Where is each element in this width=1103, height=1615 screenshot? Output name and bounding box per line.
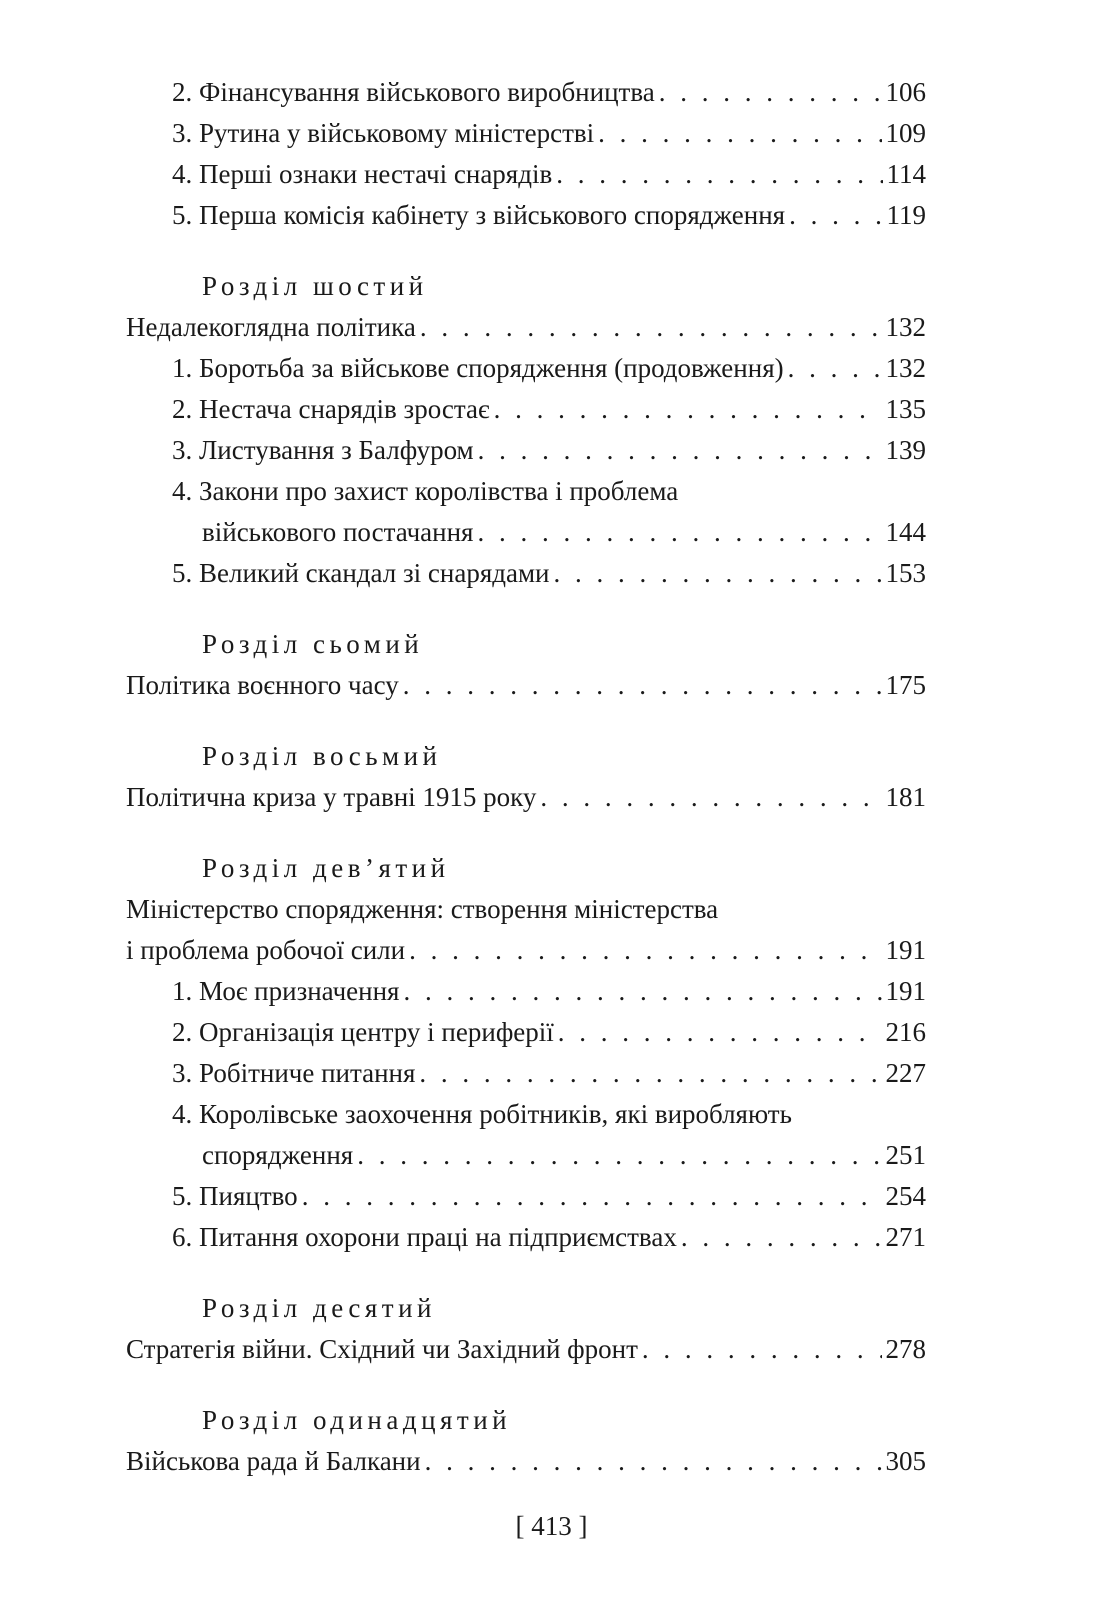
toc-entry-page: 181 — [885, 782, 926, 812]
toc-leader-dots — [419, 1053, 881, 1094]
chapter-label: Розділ десятий — [202, 1293, 436, 1323]
toc-entry-title: 1. Моє призначення — [172, 976, 400, 1006]
toc-entry-page: 175 — [885, 670, 926, 700]
toc-entry-page: 132 — [885, 353, 926, 383]
toc-leader-dots — [659, 72, 882, 113]
toc-entry-page: 132 — [885, 312, 926, 342]
toc-entry-title: 5. Перша комісія кабінету з військового спорядження — [172, 200, 786, 230]
toc-entry — [172, 1053, 926, 1094]
toc-entry — [172, 113, 926, 154]
toc-leader-dots — [540, 777, 881, 818]
toc-entry — [172, 72, 926, 113]
chapter-label: Розділ дев’ятий — [202, 853, 450, 883]
toc-entry-page: 216 — [885, 1017, 926, 1047]
toc-entry-title: 4. Перші ознаки нестачі снарядів — [172, 159, 553, 189]
toc-entry — [172, 430, 926, 471]
toc-chapter-entry — [126, 1441, 926, 1482]
toc-leader-dots — [494, 389, 882, 430]
toc-entry-page: 254 — [885, 1181, 926, 1211]
toc-entry-title: 3. Листування з Балфуром — [172, 435, 474, 465]
chapter-label: Розділ восьмий — [202, 741, 442, 771]
toc-entry — [172, 553, 926, 594]
chapter-label: Розділ сьомий — [202, 629, 424, 659]
toc-entry-title: 2. Фінансування військового виробництва — [172, 77, 655, 107]
toc-chapter-title-line: Міністерство спорядження: створення міністерства — [126, 894, 719, 924]
toc-entry-page: 144 — [885, 517, 926, 547]
toc-entry-page: 135 — [885, 394, 926, 424]
toc-entry-title: і проблема робочої сили — [126, 935, 406, 965]
toc-entry-title: 5. Великий скандал зі снарядами — [172, 558, 550, 588]
toc-entry-title: 3. Рутина у військовому міністерстві — [172, 118, 595, 148]
toc-entry — [202, 1135, 926, 1176]
toc-entry-title: 6. Питання охорони праці на підприємствах — [172, 1222, 677, 1252]
toc-leader-dots — [425, 1441, 882, 1482]
toc-leader-dots — [302, 1176, 882, 1217]
toc-chapter-entry — [126, 777, 926, 818]
toc-chapter-entry — [126, 1329, 926, 1370]
toc-entry-page: 191 — [885, 935, 926, 965]
toc-leader-dots — [409, 930, 881, 971]
toc-entry-title: 1. Боротьба за військове спорядження (продовження) — [172, 353, 784, 383]
toc-entry — [172, 154, 926, 195]
toc-entry-page: 191 — [885, 976, 926, 1006]
toc-entry-title: Політика воєнного часу — [126, 670, 399, 700]
toc-entry-page: 305 — [885, 1446, 926, 1476]
toc-entry-page: 106 — [885, 77, 926, 107]
toc-leader-dots — [478, 430, 882, 471]
chapter-label: Розділ одинадцятий — [202, 1405, 512, 1435]
toc-entry-page: 251 — [885, 1140, 926, 1170]
toc-leader-dots — [598, 113, 881, 154]
toc-entry — [172, 348, 926, 389]
toc-entry-page: 114 — [886, 159, 926, 189]
toc-entry — [172, 195, 926, 236]
toc-leader-dots — [788, 348, 882, 389]
toc-entry-title: 2. Нестача снарядів зростає — [172, 394, 490, 424]
toc-leader-dots — [554, 553, 882, 594]
toc-entry — [172, 1176, 926, 1217]
toc-entry-title: спорядження — [202, 1140, 354, 1170]
toc-leader-dots — [403, 971, 881, 1012]
toc-entry-title-line: 4. Королівське заохочення робітників, які виробляють — [172, 1099, 792, 1129]
toc-entry-title: військового постачання — [202, 517, 474, 547]
toc-chapter-entry — [126, 307, 926, 348]
toc-leader-dots — [642, 1329, 882, 1370]
toc-entry-title: Політична криза у травні 1915 року — [126, 782, 537, 812]
toc-entry — [172, 389, 926, 430]
toc-entry-page: 119 — [886, 200, 926, 230]
chapter-label: Розділ шостий — [202, 271, 428, 301]
toc-entry-page: 271 — [885, 1222, 926, 1252]
toc-entry-title-line: 4. Закони про захист королівства і проблема — [172, 476, 679, 506]
toc-leader-dots — [789, 195, 882, 236]
toc-leader-dots — [420, 307, 882, 348]
toc-leader-dots — [556, 154, 882, 195]
toc-entry-page: 139 — [885, 435, 926, 465]
toc-entry-title: 2. Організація центру і периферії — [172, 1017, 554, 1047]
toc-entry-title: 5. Пияцтво — [172, 1181, 298, 1211]
toc-entry-page: 278 — [885, 1334, 926, 1364]
toc-chapter-entry — [126, 930, 926, 971]
toc-entry — [202, 512, 926, 553]
toc-entry-title: Недалекоглядна політика — [126, 312, 416, 342]
toc-leader-dots — [558, 1012, 882, 1053]
toc-leader-dots — [681, 1217, 882, 1258]
table-of-contents — [126, 72, 926, 1482]
toc-leader-dots — [477, 512, 881, 553]
toc-chapter-entry — [126, 665, 926, 706]
toc-entry-page: 153 — [885, 558, 926, 588]
toc-leader-dots — [403, 665, 882, 706]
toc-entry-title: 3. Робітниче питання — [172, 1058, 416, 1088]
toc-leader-dots — [357, 1135, 881, 1176]
page-number: [ 413 ] — [515, 1511, 588, 1541]
toc-entry-page: 109 — [885, 118, 926, 148]
toc-entry — [172, 1217, 926, 1258]
toc-entry-page: 227 — [885, 1058, 926, 1088]
toc-entry-title: Військова рада й Балкани — [126, 1446, 421, 1476]
toc-entry — [172, 971, 926, 1012]
toc-entry-title: Стратегія війни. Східний чи Західний фронт — [126, 1334, 638, 1364]
toc-entry — [172, 1012, 926, 1053]
